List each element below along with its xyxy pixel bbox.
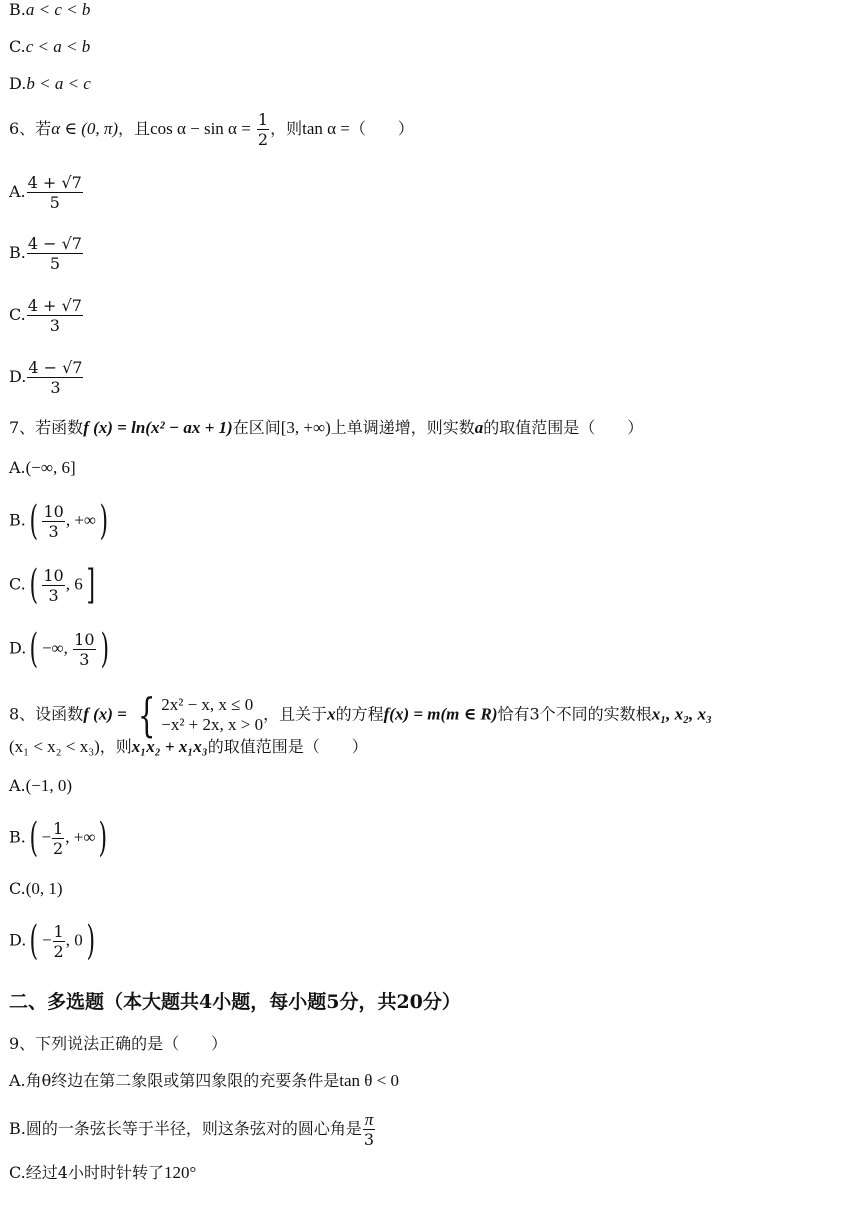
option-c-q9: C.经过4小时时针转了120° bbox=[9, 1163, 197, 1182]
option-d-q7: D.( −∞, $\frac{10}{3}$ ) bbox=[9, 626, 109, 672]
option-a-q8: A.(−1, 0) bbox=[9, 776, 73, 795]
option-c-q5: C.c < a < b bbox=[9, 37, 91, 56]
option-d-q8: D.( − $\frac{1}{2}$ , 0) bbox=[9, 918, 95, 964]
option-b-q6: B. $\frac{4 - √7}{5}$ bbox=[9, 234, 82, 273]
section-heading: 二、多选题（本大题共4小题，每小题5分，共20分） bbox=[9, 991, 461, 1013]
option-b-q7: B.( $\frac{10}{3}$ , +∞) bbox=[9, 498, 109, 544]
question-8-line2: (x₁ < x₂ < x₃)，则x₁x₂ + x₁x₃的取值范围是（ ） bbox=[9, 737, 368, 756]
math-expr: c < a < b bbox=[25, 37, 91, 56]
option-a-q6: A. $\frac{4 + √7}{5}$ bbox=[9, 173, 82, 212]
piecewise-function: { 2x² − x, x ≤ 0 −x² + 2x, x > 0 bbox=[137, 688, 264, 742]
math-expr: b < a < c bbox=[26, 74, 91, 93]
option-d-q5: D.b < a < c bbox=[9, 74, 91, 93]
option-b-q9: B.圆的一条弦长等于半径，则这条弦对的圆心角是 $\frac{\pi}{3}$ bbox=[9, 1110, 375, 1149]
option-c-q7: C.( $\frac{10}{3}$ , 6] bbox=[9, 562, 95, 608]
option-c-q8: C.(0, 1) bbox=[9, 879, 63, 898]
question-7: 7、若函数f (x) = ln(x² − ax + 1)在区间[3, +∞)上单调递增，则实数a的取值范围是（ ） bbox=[9, 418, 644, 437]
option-b-q8: B.( − $\frac{1}{2}$ , +∞) bbox=[9, 815, 108, 861]
option-b-q5: B.a < c < b bbox=[9, 0, 91, 19]
question-6: 6、若α ∈ (0, π)，且cos α − sin α = $\frac{1}{2}$ ，则tan α =（ ） bbox=[9, 110, 414, 149]
option-a-q9: A.角θ终边在第二象限或第四象限的充要条件是tan θ < 0 bbox=[9, 1071, 400, 1090]
option-a-q7: A.(−∞, 6] bbox=[9, 458, 76, 477]
math-expr: a < c < b bbox=[25, 0, 91, 19]
option-d-q6: D. $\frac{4 - √7}{3}$ bbox=[9, 358, 83, 397]
fraction-half: $\frac{1}{2}$ bbox=[257, 110, 269, 149]
question-9: 9、下列说法正确的是（ ） bbox=[9, 1034, 228, 1053]
option-c-q6: C. $\frac{4 + √7}{3}$ bbox=[9, 296, 82, 335]
question-8: 8、设函数f (x) = { 2x² − x, x ≤ 0 −x² + 2x, x > 0 ，且关于x的方程f(x) = m(m ∈ R)恰有3个不同的实数根x₁, x₂, x₃ bbox=[9, 688, 712, 742]
